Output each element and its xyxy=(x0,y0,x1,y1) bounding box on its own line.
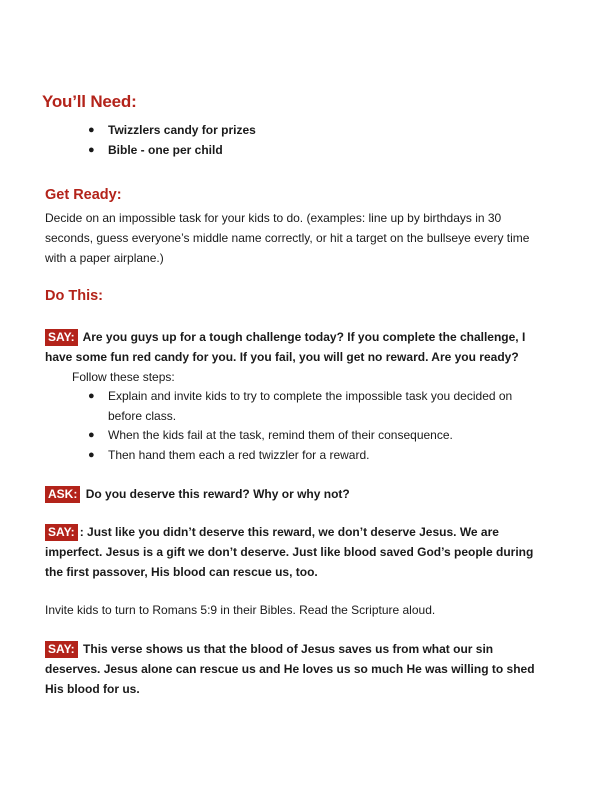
say-tag: SAY: xyxy=(45,329,78,346)
say-instruction-1 xyxy=(45,327,545,367)
steps-list xyxy=(88,387,538,465)
supplies-list xyxy=(88,121,256,160)
ask-question xyxy=(45,484,545,504)
bullet-icon: ● xyxy=(88,143,95,156)
list-item-text: When the kids fail at the task, remind them of their consequence. xyxy=(108,428,453,442)
get-ready-heading: Get Ready: xyxy=(45,187,122,203)
list-item-text: Twizzlers candy for prizes xyxy=(108,123,256,137)
say-instruction-2 xyxy=(45,522,545,582)
you-need-heading: You’ll Need: xyxy=(42,92,137,111)
do-this-heading: Do This: xyxy=(45,288,103,304)
list-item xyxy=(88,426,538,446)
say-tag: SAY: xyxy=(45,641,78,658)
list-item xyxy=(88,387,538,426)
list-item-text: Bible - one per child xyxy=(108,142,223,157)
list-item-text: Then hand them each a red twizzler for a reward. xyxy=(108,447,370,462)
get-ready-text: Decide on an impossible task for your kids to do. (examples: line up by birthdays in 30 seconds, guess everyone’s middle name correctly, or hit a target on the bullseye every time with a paper airplane.) xyxy=(45,211,530,265)
invite-text: Invite kids to turn to Romans 5:9 in their Bibles. Read the Scripture aloud. xyxy=(45,603,436,617)
ask-text: Do you deserve this reward? Why or why not? xyxy=(85,487,350,501)
say-tag: SAY: xyxy=(45,524,78,541)
follow-steps-label: Follow these steps: xyxy=(72,370,175,384)
bullet-icon: ● xyxy=(88,429,95,441)
say-instruction-3 xyxy=(45,639,545,699)
say-text: This verse shows us that the blood of Jesus saves us from what our sin deserves. Jesus alone can rescue us and He loves us so much He was willing to shed His blood for us. xyxy=(45,642,535,696)
bullet-icon: ● xyxy=(88,390,95,402)
list-item xyxy=(88,141,256,161)
say-text: Are you guys up for a tough challenge today? If you complete the challenge, I have some fun red candy for you. If you fail, you will get no reward. Are you ready? xyxy=(45,330,526,364)
bullet-icon: ● xyxy=(88,448,95,461)
list-item-text: Explain and invite kids to try to complete the impossible task you decided on before class. xyxy=(108,389,513,423)
list-item xyxy=(88,446,538,466)
bullet-icon: ● xyxy=(88,124,95,136)
ask-tag: ASK: xyxy=(45,486,80,503)
list-item xyxy=(88,121,256,141)
say-text: : Just like you didn’t deserve this reward, we don’t deserve Jesus. We are imperfect. Jesus is a gift we don’t deserve. Just like blood saved God’s people during the first passover, His blood can rescue us, too. xyxy=(45,525,534,579)
